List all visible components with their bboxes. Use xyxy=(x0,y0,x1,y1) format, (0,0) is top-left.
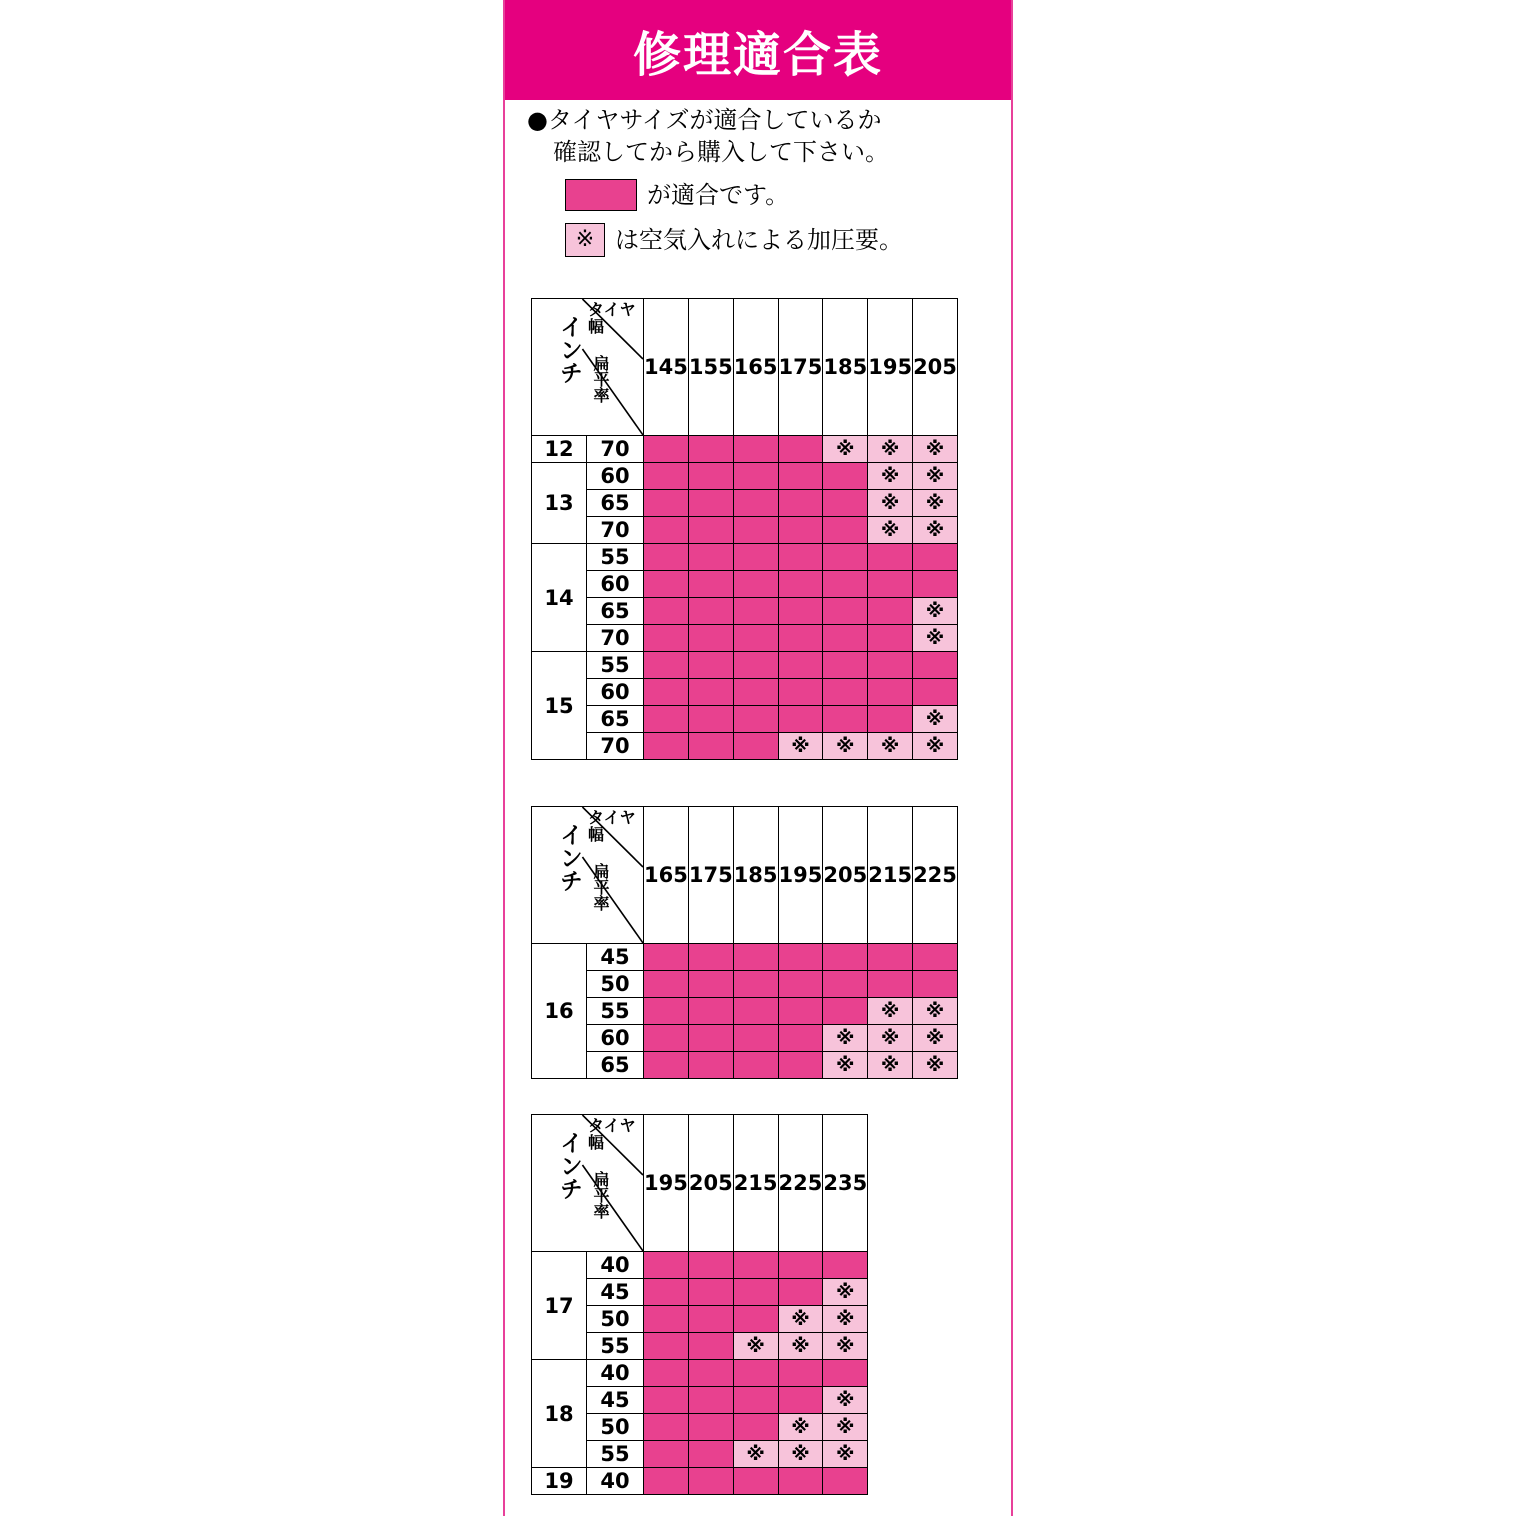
row-header-inch: 18 xyxy=(532,1360,587,1468)
cell-fit xyxy=(778,436,823,463)
column-header-width: 175 xyxy=(688,807,733,944)
cell-needs-air: ※ xyxy=(913,733,958,760)
table-row xyxy=(532,625,958,652)
row-header-inch: 14 xyxy=(532,544,587,652)
cell-fit xyxy=(644,1333,689,1360)
cell-fit xyxy=(644,1252,689,1279)
cell-needs-air: ※ xyxy=(823,733,868,760)
cell-fit xyxy=(688,971,733,998)
cell-fit xyxy=(688,436,733,463)
cell-fit xyxy=(778,571,823,598)
cell-needs-air: ※ xyxy=(913,463,958,490)
table-row xyxy=(532,463,958,490)
cell-fit xyxy=(733,1387,778,1414)
cell-needs-air: ※ xyxy=(778,733,823,760)
cell-fit xyxy=(733,679,778,706)
fitment-table-17-19 xyxy=(531,1114,868,1495)
cell-fit xyxy=(823,544,868,571)
table-row xyxy=(532,998,958,1025)
cell-fit xyxy=(688,1360,733,1387)
cell-fit xyxy=(644,733,689,760)
page-title: 修理適合表 xyxy=(632,26,883,83)
row-header-flatness: 65 xyxy=(587,598,644,625)
cell-fit xyxy=(778,490,823,517)
cell-needs-air: ※ xyxy=(868,1052,913,1079)
cell-needs-air: ※ xyxy=(823,1387,868,1414)
cell-fit xyxy=(733,625,778,652)
cell-needs-air: ※ xyxy=(913,436,958,463)
cell-fit xyxy=(868,544,913,571)
row-header-flatness: 50 xyxy=(587,1414,644,1441)
cell-fit xyxy=(644,625,689,652)
cell-fit xyxy=(733,436,778,463)
cell-fit xyxy=(688,1025,733,1052)
table-row xyxy=(532,733,958,760)
cell-fit xyxy=(823,490,868,517)
cell-fit xyxy=(868,652,913,679)
row-header-flatness: 40 xyxy=(587,1252,644,1279)
column-header-width: 195 xyxy=(868,299,913,436)
cell-fit xyxy=(913,571,958,598)
axis-corner-cell xyxy=(532,1115,644,1252)
axis-label-flatness: 扁平率 xyxy=(591,355,610,403)
cell-fit xyxy=(688,571,733,598)
cell-needs-air: ※ xyxy=(823,1025,868,1052)
table-header-row xyxy=(532,807,958,944)
table-row xyxy=(532,490,958,517)
cell-needs-air: ※ xyxy=(778,1414,823,1441)
row-header-flatness: 40 xyxy=(587,1360,644,1387)
column-header-width: 205 xyxy=(823,807,868,944)
cell-fit xyxy=(823,998,868,1025)
cell-fit xyxy=(778,463,823,490)
cell-fit xyxy=(688,706,733,733)
cell-fit xyxy=(778,679,823,706)
cell-fit xyxy=(644,971,689,998)
cell-fit xyxy=(688,517,733,544)
cell-fit xyxy=(688,998,733,1025)
cell-needs-air: ※ xyxy=(868,490,913,517)
row-header-flatness: 70 xyxy=(587,517,644,544)
cell-needs-air: ※ xyxy=(868,517,913,544)
cell-fit xyxy=(913,544,958,571)
row-header-flatness: 45 xyxy=(587,1387,644,1414)
cell-fit xyxy=(644,706,689,733)
cell-fit xyxy=(688,490,733,517)
cell-fit xyxy=(868,944,913,971)
axis-label-inch: インチ xyxy=(556,823,582,892)
table-row xyxy=(532,971,958,998)
row-header-flatness: 55 xyxy=(587,998,644,1025)
cell-fit xyxy=(688,1052,733,1079)
cell-fit xyxy=(733,706,778,733)
cell-fit xyxy=(644,598,689,625)
table-row xyxy=(532,706,958,733)
row-header-flatness: 60 xyxy=(587,679,644,706)
column-header-width: 215 xyxy=(733,1115,778,1252)
column-header-width: 205 xyxy=(913,299,958,436)
cell-fit xyxy=(778,544,823,571)
cell-fit xyxy=(733,517,778,544)
cell-fit xyxy=(644,1414,689,1441)
table-header-row xyxy=(532,299,958,436)
row-header-inch: 17 xyxy=(532,1252,587,1360)
legend-needs-air-swatch xyxy=(565,223,605,257)
fitment-table-16 xyxy=(531,806,958,1079)
cell-fit xyxy=(688,733,733,760)
row-header-inch: 13 xyxy=(532,463,587,544)
cell-fit xyxy=(823,1252,868,1279)
cell-needs-air: ※ xyxy=(868,1025,913,1052)
column-header-width: 165 xyxy=(644,807,689,944)
cell-fit xyxy=(823,463,868,490)
cell-fit xyxy=(644,652,689,679)
row-header-flatness: 45 xyxy=(587,944,644,971)
table-row xyxy=(532,544,958,571)
column-header-width: 195 xyxy=(778,807,823,944)
cell-fit xyxy=(688,679,733,706)
cell-needs-air: ※ xyxy=(778,1306,823,1333)
row-header-flatness: 65 xyxy=(587,706,644,733)
row-header-flatness: 65 xyxy=(587,1052,644,1079)
axis-label-flatness: 扁平率 xyxy=(591,863,610,911)
row-header-inch: 16 xyxy=(532,944,587,1079)
column-header-width: 185 xyxy=(733,807,778,944)
axis-label-inch: インチ xyxy=(556,315,582,384)
cell-fit xyxy=(688,1414,733,1441)
row-header-inch: 19 xyxy=(532,1468,587,1495)
cell-fit xyxy=(688,944,733,971)
cell-needs-air: ※ xyxy=(733,1333,778,1360)
cell-fit xyxy=(868,679,913,706)
row-header-flatness: 70 xyxy=(587,436,644,463)
axis-label-tire-width: タイヤ幅 xyxy=(588,808,636,844)
table-row xyxy=(532,436,958,463)
cell-fit xyxy=(644,490,689,517)
cell-fit xyxy=(823,517,868,544)
column-header-width: 185 xyxy=(823,299,868,436)
row-header-flatness: 55 xyxy=(587,1333,644,1360)
cell-fit xyxy=(778,971,823,998)
cell-fit xyxy=(778,998,823,1025)
cell-needs-air: ※ xyxy=(823,1306,868,1333)
cell-needs-air: ※ xyxy=(868,463,913,490)
column-header-width: 145 xyxy=(644,299,689,436)
cell-fit xyxy=(688,1252,733,1279)
table-header-row xyxy=(532,1115,868,1252)
cell-needs-air: ※ xyxy=(868,436,913,463)
cell-fit xyxy=(644,517,689,544)
cell-fit xyxy=(823,571,868,598)
cell-fit xyxy=(733,1360,778,1387)
cell-fit xyxy=(778,944,823,971)
cell-fit xyxy=(868,706,913,733)
cell-fit xyxy=(644,544,689,571)
table-row xyxy=(532,679,958,706)
cell-fit xyxy=(868,971,913,998)
cell-fit xyxy=(778,517,823,544)
cell-fit xyxy=(733,944,778,971)
cell-fit xyxy=(688,1279,733,1306)
cell-fit xyxy=(913,652,958,679)
cell-fit xyxy=(913,971,958,998)
cell-fit xyxy=(733,971,778,998)
row-header-flatness: 55 xyxy=(587,544,644,571)
row-header-flatness: 50 xyxy=(587,1306,644,1333)
column-header-width: 235 xyxy=(823,1115,868,1252)
column-header-width: 195 xyxy=(644,1115,689,1252)
cell-fit xyxy=(733,1306,778,1333)
cell-fit xyxy=(644,571,689,598)
cell-fit xyxy=(688,1468,733,1495)
cell-fit xyxy=(823,598,868,625)
cell-fit xyxy=(778,1468,823,1495)
cell-fit xyxy=(688,1333,733,1360)
row-header-inch: 12 xyxy=(532,436,587,463)
column-header-width: 165 xyxy=(733,299,778,436)
cell-fit xyxy=(688,1441,733,1468)
cell-fit xyxy=(823,652,868,679)
cell-fit xyxy=(644,1052,689,1079)
cell-fit xyxy=(778,625,823,652)
cell-fit xyxy=(733,998,778,1025)
cell-fit xyxy=(778,598,823,625)
cell-needs-air: ※ xyxy=(823,1052,868,1079)
table-row xyxy=(532,1252,868,1279)
row-header-flatness: 70 xyxy=(587,625,644,652)
cell-fit xyxy=(644,1468,689,1495)
notes-block xyxy=(505,104,1011,257)
cell-fit xyxy=(913,679,958,706)
page-title-bar xyxy=(505,0,1011,100)
cell-needs-air: ※ xyxy=(778,1441,823,1468)
cell-fit xyxy=(778,1025,823,1052)
cell-fit xyxy=(823,679,868,706)
cell-fit xyxy=(778,1387,823,1414)
cell-fit xyxy=(733,1279,778,1306)
row-header-flatness: 65 xyxy=(587,490,644,517)
column-header-width: 215 xyxy=(868,807,913,944)
table-row xyxy=(532,517,958,544)
flyer-page xyxy=(503,0,1013,1516)
cell-fit xyxy=(644,679,689,706)
row-header-inch: 15 xyxy=(532,652,587,760)
row-header-flatness: 60 xyxy=(587,463,644,490)
cell-fit xyxy=(733,652,778,679)
cell-needs-air: ※ xyxy=(913,1052,958,1079)
column-header-width: 175 xyxy=(778,299,823,436)
row-header-flatness: 55 xyxy=(587,1441,644,1468)
cell-needs-air: ※ xyxy=(913,490,958,517)
cell-fit xyxy=(644,1387,689,1414)
row-header-flatness: 45 xyxy=(587,1279,644,1306)
cell-needs-air: ※ xyxy=(868,998,913,1025)
cell-fit xyxy=(733,463,778,490)
cell-fit xyxy=(644,1360,689,1387)
cell-fit xyxy=(913,944,958,971)
cell-fit xyxy=(778,1052,823,1079)
table-row xyxy=(532,571,958,598)
cell-fit xyxy=(644,998,689,1025)
axis-corner-cell xyxy=(532,807,644,944)
cell-fit xyxy=(823,706,868,733)
axis-corner-cell xyxy=(532,299,644,436)
table-row xyxy=(532,1468,868,1495)
fitment-table-12-15 xyxy=(531,298,958,760)
cell-fit xyxy=(733,1414,778,1441)
cell-fit xyxy=(823,1468,868,1495)
cell-needs-air: ※ xyxy=(778,1333,823,1360)
cell-fit xyxy=(733,1252,778,1279)
cell-fit xyxy=(733,1025,778,1052)
table-row xyxy=(532,944,958,971)
cell-fit xyxy=(644,944,689,971)
row-header-flatness: 70 xyxy=(587,733,644,760)
cell-needs-air: ※ xyxy=(823,1414,868,1441)
cell-fit xyxy=(688,652,733,679)
cell-fit xyxy=(733,544,778,571)
cell-fit xyxy=(733,1468,778,1495)
cell-fit xyxy=(688,544,733,571)
column-header-width: 205 xyxy=(688,1115,733,1252)
row-header-flatness: 60 xyxy=(587,1025,644,1052)
legend-needs-air xyxy=(565,223,1011,257)
note-line-2: 確認してから購入して下さい。 xyxy=(553,138,889,167)
cell-needs-air: ※ xyxy=(823,436,868,463)
cell-fit xyxy=(778,652,823,679)
cell-fit xyxy=(688,598,733,625)
cell-fit xyxy=(688,625,733,652)
cell-fit xyxy=(644,463,689,490)
cell-fit xyxy=(688,1387,733,1414)
cell-needs-air: ※ xyxy=(868,733,913,760)
table-row xyxy=(532,1025,958,1052)
table-row xyxy=(532,1052,958,1079)
cell-fit xyxy=(823,944,868,971)
cell-fit xyxy=(733,490,778,517)
cell-fit xyxy=(823,1360,868,1387)
cell-fit xyxy=(688,463,733,490)
cell-fit xyxy=(778,1252,823,1279)
cell-fit xyxy=(688,1306,733,1333)
cell-needs-air: ※ xyxy=(913,998,958,1025)
table-row xyxy=(532,598,958,625)
column-header-width: 155 xyxy=(688,299,733,436)
row-header-flatness: 40 xyxy=(587,1468,644,1495)
asterisk-mark-icon: ※ xyxy=(575,227,595,253)
column-header-width: 225 xyxy=(913,807,958,944)
cell-fit xyxy=(644,1025,689,1052)
cell-fit xyxy=(778,1279,823,1306)
axis-label-tire-width: タイヤ幅 xyxy=(588,1116,636,1152)
cell-needs-air: ※ xyxy=(913,706,958,733)
cell-fit xyxy=(733,1052,778,1079)
cell-needs-air: ※ xyxy=(733,1441,778,1468)
table-row xyxy=(532,652,958,679)
cell-fit xyxy=(868,571,913,598)
cell-needs-air: ※ xyxy=(913,625,958,652)
cell-needs-air: ※ xyxy=(823,1333,868,1360)
cell-needs-air: ※ xyxy=(913,598,958,625)
cell-fit xyxy=(644,436,689,463)
cell-fit xyxy=(644,1279,689,1306)
legend-fit xyxy=(565,179,1011,211)
cell-fit xyxy=(868,598,913,625)
axis-label-flatness: 扁平率 xyxy=(591,1171,610,1219)
cell-needs-air: ※ xyxy=(913,517,958,544)
legend-fit-swatch xyxy=(565,179,637,211)
legend-fit-label: が適合です。 xyxy=(647,180,790,209)
axis-label-inch: インチ xyxy=(556,1131,582,1200)
cell-fit xyxy=(644,1306,689,1333)
cell-needs-air: ※ xyxy=(913,1025,958,1052)
cell-needs-air: ※ xyxy=(823,1441,868,1468)
cell-fit xyxy=(823,971,868,998)
cell-needs-air: ※ xyxy=(823,1279,868,1306)
axis-label-tire-width: タイヤ幅 xyxy=(588,300,636,336)
cell-fit xyxy=(733,733,778,760)
table-row xyxy=(532,1360,868,1387)
cell-fit xyxy=(823,625,868,652)
row-header-flatness: 55 xyxy=(587,652,644,679)
cell-fit xyxy=(778,706,823,733)
legend-needs-air-label: は空気入れによる加圧要。 xyxy=(615,225,903,254)
cell-fit xyxy=(868,625,913,652)
cell-fit xyxy=(778,1360,823,1387)
cell-fit xyxy=(733,598,778,625)
note-line-1: ●タイヤサイズが適合しているか xyxy=(527,106,882,134)
row-header-flatness: 60 xyxy=(587,571,644,598)
cell-fit xyxy=(733,571,778,598)
cell-fit xyxy=(644,1441,689,1468)
row-header-flatness: 50 xyxy=(587,971,644,998)
column-header-width: 225 xyxy=(778,1115,823,1252)
